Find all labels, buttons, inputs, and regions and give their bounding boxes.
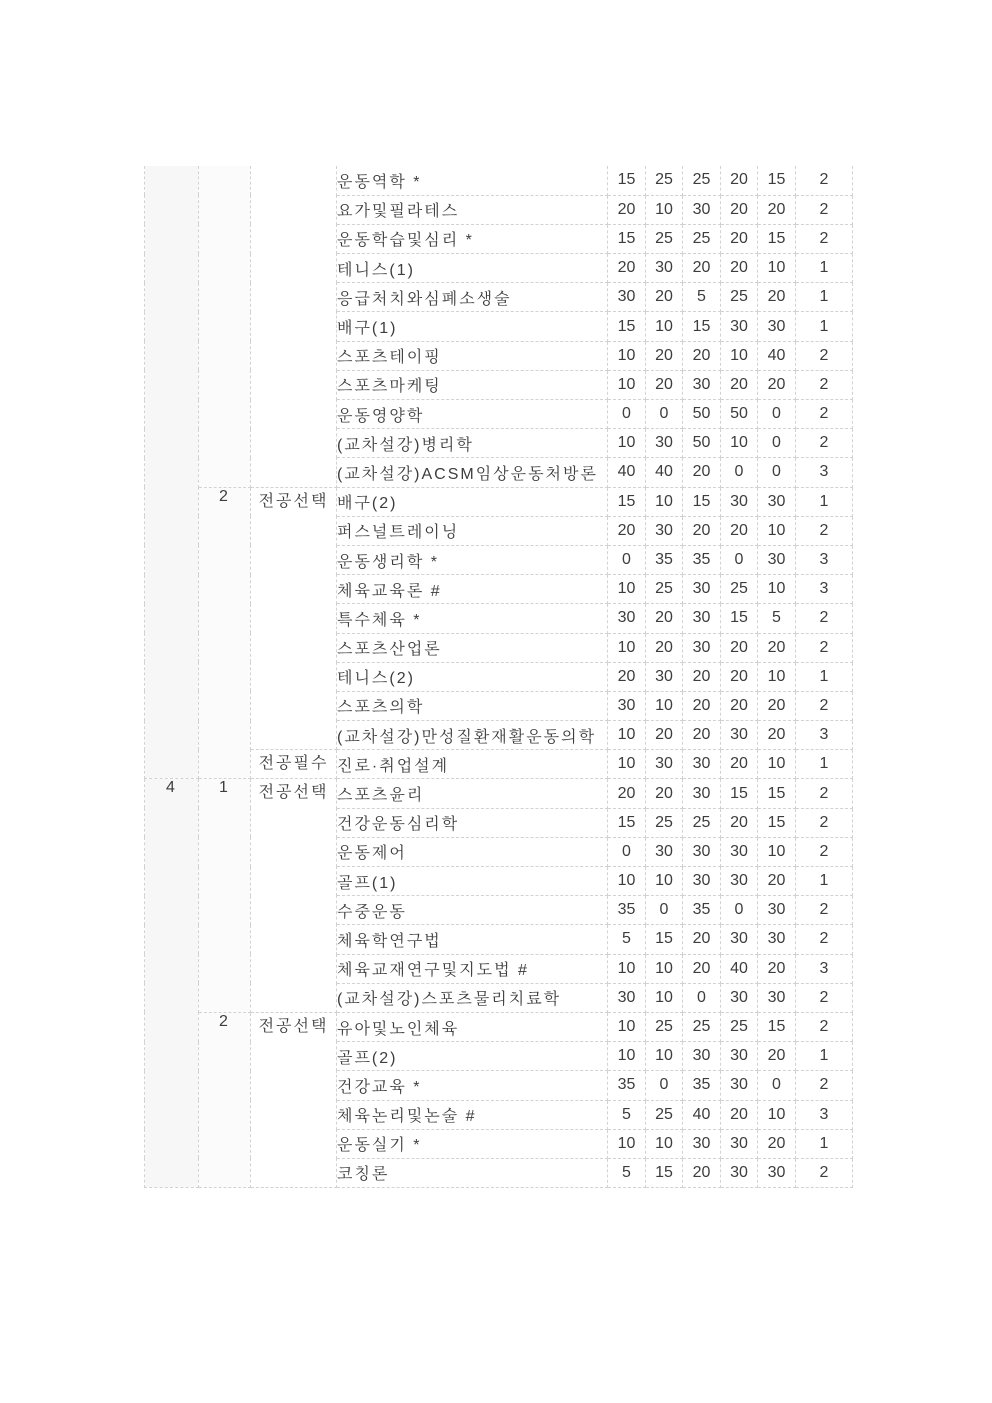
grade-cell bbox=[145, 166, 199, 779]
score-cell: 10 bbox=[758, 750, 796, 779]
score-cell: 35 bbox=[646, 545, 683, 574]
score-cell: 20 bbox=[683, 721, 721, 750]
score-cell: 30 bbox=[646, 662, 683, 691]
credit-cell: 2 bbox=[796, 633, 853, 662]
score-cell: 10 bbox=[608, 1129, 646, 1158]
score-cell: 20 bbox=[758, 691, 796, 720]
score-cell: 50 bbox=[721, 400, 758, 429]
score-cell: 10 bbox=[608, 750, 646, 779]
course-name-cell: (교차설강)ACSM임상운동처방론 bbox=[337, 458, 608, 487]
category-cell: 전공선택 bbox=[251, 487, 337, 750]
credit-cell: 3 bbox=[796, 1100, 853, 1129]
score-cell: 20 bbox=[646, 604, 683, 633]
grade-cell: 4 bbox=[145, 779, 199, 1188]
course-name-cell: 특수체육 * bbox=[337, 604, 608, 633]
score-cell: 10 bbox=[758, 1100, 796, 1129]
score-cell: 10 bbox=[608, 370, 646, 399]
course-name-cell: 퍼스널트레이닝 bbox=[337, 516, 608, 545]
score-cell: 20 bbox=[721, 1100, 758, 1129]
score-cell: 35 bbox=[608, 896, 646, 925]
score-cell: 20 bbox=[646, 721, 683, 750]
semester-cell bbox=[199, 166, 251, 487]
score-cell: 15 bbox=[758, 808, 796, 837]
score-cell: 20 bbox=[721, 633, 758, 662]
course-name-cell: 배구(2) bbox=[337, 487, 608, 516]
credit-cell: 2 bbox=[796, 1158, 853, 1187]
course-name-cell: 수중운동 bbox=[337, 896, 608, 925]
score-cell: 30 bbox=[683, 1129, 721, 1158]
score-cell: 20 bbox=[758, 954, 796, 983]
credit-cell: 2 bbox=[796, 808, 853, 837]
score-cell: 20 bbox=[758, 370, 796, 399]
score-cell: 15 bbox=[608, 224, 646, 253]
credit-cell: 1 bbox=[796, 283, 853, 312]
score-cell: 25 bbox=[646, 808, 683, 837]
credit-cell: 1 bbox=[796, 662, 853, 691]
score-cell: 30 bbox=[683, 837, 721, 866]
score-cell: 30 bbox=[721, 1071, 758, 1100]
course-name-cell: 테니스(2) bbox=[337, 662, 608, 691]
score-cell: 10 bbox=[721, 429, 758, 458]
score-cell: 15 bbox=[646, 1158, 683, 1187]
course-name-cell: 테니스(1) bbox=[337, 254, 608, 283]
score-cell: 30 bbox=[683, 370, 721, 399]
score-cell: 10 bbox=[646, 867, 683, 896]
score-cell: 10 bbox=[608, 575, 646, 604]
score-cell: 30 bbox=[758, 487, 796, 516]
score-cell: 10 bbox=[646, 1129, 683, 1158]
semester-cell: 2 bbox=[199, 487, 251, 779]
score-cell: 0 bbox=[721, 896, 758, 925]
category-cell: 전공선택 bbox=[251, 1012, 337, 1187]
course-name-cell: 스포츠테이핑 bbox=[337, 341, 608, 370]
score-cell: 50 bbox=[683, 429, 721, 458]
score-cell: 30 bbox=[683, 867, 721, 896]
score-cell: 15 bbox=[608, 808, 646, 837]
score-cell: 25 bbox=[721, 575, 758, 604]
score-cell: 20 bbox=[721, 195, 758, 224]
category-cell bbox=[251, 166, 337, 487]
course-name-cell: 요가및필라테스 bbox=[337, 195, 608, 224]
score-cell: 25 bbox=[683, 224, 721, 253]
score-cell: 0 bbox=[608, 545, 646, 574]
credit-cell: 3 bbox=[796, 458, 853, 487]
score-cell: 0 bbox=[721, 545, 758, 574]
score-cell: 15 bbox=[758, 1012, 796, 1041]
course-name-cell: 운동제어 bbox=[337, 837, 608, 866]
score-cell: 35 bbox=[683, 1071, 721, 1100]
score-cell: 20 bbox=[721, 254, 758, 283]
credit-cell: 1 bbox=[796, 312, 853, 341]
course-name-cell: 골프(2) bbox=[337, 1042, 608, 1071]
score-cell: 30 bbox=[608, 283, 646, 312]
score-cell: 0 bbox=[646, 400, 683, 429]
score-cell: 25 bbox=[646, 224, 683, 253]
score-cell: 30 bbox=[646, 750, 683, 779]
score-cell: 30 bbox=[721, 1158, 758, 1187]
score-cell: 10 bbox=[758, 516, 796, 545]
category-cell: 전공선택 bbox=[251, 779, 337, 1013]
score-cell: 15 bbox=[608, 487, 646, 516]
score-cell: 15 bbox=[758, 779, 796, 808]
score-cell: 15 bbox=[608, 166, 646, 195]
score-cell: 10 bbox=[758, 575, 796, 604]
score-cell: 20 bbox=[721, 166, 758, 195]
category-cell: 전공필수 bbox=[251, 750, 337, 779]
score-cell: 30 bbox=[683, 604, 721, 633]
score-cell: 15 bbox=[721, 604, 758, 633]
score-cell: 30 bbox=[683, 1042, 721, 1071]
credit-cell: 1 bbox=[796, 867, 853, 896]
score-cell: 10 bbox=[721, 341, 758, 370]
score-cell: 20 bbox=[758, 721, 796, 750]
score-cell: 30 bbox=[721, 867, 758, 896]
score-cell: 30 bbox=[758, 312, 796, 341]
score-cell: 25 bbox=[646, 1100, 683, 1129]
credit-cell: 2 bbox=[796, 1012, 853, 1041]
score-cell: 5 bbox=[608, 1100, 646, 1129]
score-cell: 20 bbox=[608, 195, 646, 224]
credit-cell: 2 bbox=[796, 837, 853, 866]
score-cell: 30 bbox=[646, 254, 683, 283]
score-cell: 30 bbox=[758, 983, 796, 1012]
score-cell: 30 bbox=[608, 604, 646, 633]
score-cell: 20 bbox=[683, 516, 721, 545]
semester-cell: 2 bbox=[199, 1012, 251, 1187]
score-cell: 20 bbox=[608, 662, 646, 691]
score-cell: 10 bbox=[608, 867, 646, 896]
credit-cell: 3 bbox=[796, 575, 853, 604]
score-cell: 5 bbox=[608, 1158, 646, 1187]
score-cell: 25 bbox=[683, 808, 721, 837]
score-cell: 20 bbox=[758, 1042, 796, 1071]
table-row bbox=[145, 166, 853, 195]
score-cell: 20 bbox=[721, 750, 758, 779]
score-cell: 15 bbox=[683, 487, 721, 516]
score-cell: 10 bbox=[646, 691, 683, 720]
table-row bbox=[145, 1012, 853, 1041]
course-name-cell: 유아및노인체육 bbox=[337, 1012, 608, 1041]
score-cell: 20 bbox=[721, 691, 758, 720]
score-cell: 10 bbox=[646, 195, 683, 224]
course-name-cell: 스포츠의학 bbox=[337, 691, 608, 720]
score-cell: 20 bbox=[758, 283, 796, 312]
course-evaluation-table bbox=[144, 166, 853, 1188]
score-cell: 20 bbox=[683, 691, 721, 720]
credit-cell: 2 bbox=[796, 896, 853, 925]
credit-cell: 2 bbox=[796, 341, 853, 370]
score-cell: 35 bbox=[683, 545, 721, 574]
score-cell: 10 bbox=[646, 312, 683, 341]
score-cell: 30 bbox=[721, 983, 758, 1012]
score-cell: 20 bbox=[721, 516, 758, 545]
score-cell: 20 bbox=[683, 254, 721, 283]
score-cell: 30 bbox=[646, 429, 683, 458]
score-cell: 20 bbox=[683, 662, 721, 691]
score-cell: 20 bbox=[608, 516, 646, 545]
score-cell: 10 bbox=[608, 721, 646, 750]
course-name-cell: 건강교육 * bbox=[337, 1071, 608, 1100]
course-name-cell: 스포츠마케팅 bbox=[337, 370, 608, 399]
credit-cell: 1 bbox=[796, 750, 853, 779]
score-cell: 10 bbox=[608, 954, 646, 983]
score-cell: 0 bbox=[608, 837, 646, 866]
score-cell: 20 bbox=[683, 925, 721, 954]
score-cell: 0 bbox=[758, 458, 796, 487]
course-name-cell: 운동학습및심리 * bbox=[337, 224, 608, 253]
score-cell: 20 bbox=[646, 283, 683, 312]
score-cell: 0 bbox=[608, 400, 646, 429]
score-cell: 30 bbox=[758, 896, 796, 925]
score-cell: 30 bbox=[758, 925, 796, 954]
credit-cell: 2 bbox=[796, 400, 853, 429]
score-cell: 0 bbox=[758, 1071, 796, 1100]
course-name-cell: 운동실기 * bbox=[337, 1129, 608, 1158]
course-name-cell: 운동생리학 * bbox=[337, 545, 608, 574]
score-cell: 30 bbox=[683, 750, 721, 779]
score-cell: 20 bbox=[721, 370, 758, 399]
score-cell: 30 bbox=[721, 925, 758, 954]
score-cell: 40 bbox=[646, 458, 683, 487]
score-cell: 20 bbox=[758, 195, 796, 224]
table-row bbox=[145, 487, 853, 516]
course-name-cell: 체육교재연구및지도법 # bbox=[337, 954, 608, 983]
score-cell: 0 bbox=[721, 458, 758, 487]
score-cell: 30 bbox=[721, 1042, 758, 1071]
score-cell: 30 bbox=[758, 545, 796, 574]
credit-cell: 2 bbox=[796, 429, 853, 458]
score-cell: 25 bbox=[646, 575, 683, 604]
score-cell: 10 bbox=[758, 254, 796, 283]
score-cell: 15 bbox=[683, 312, 721, 341]
course-name-cell: 건강운동심리학 bbox=[337, 808, 608, 837]
score-cell: 35 bbox=[683, 896, 721, 925]
score-cell: 30 bbox=[683, 195, 721, 224]
credit-cell: 2 bbox=[796, 224, 853, 253]
course-name-cell: 체육교육론 # bbox=[337, 575, 608, 604]
score-cell: 30 bbox=[683, 633, 721, 662]
score-cell: 30 bbox=[608, 983, 646, 1012]
course-name-cell: 코칭론 bbox=[337, 1158, 608, 1187]
score-cell: 5 bbox=[608, 925, 646, 954]
score-cell: 40 bbox=[758, 341, 796, 370]
score-cell: 10 bbox=[608, 1042, 646, 1071]
score-cell: 30 bbox=[683, 779, 721, 808]
course-name-cell: 스포츠윤리 bbox=[337, 779, 608, 808]
score-cell: 30 bbox=[721, 837, 758, 866]
semester-cell: 1 bbox=[199, 779, 251, 1013]
course-name-cell: (교차설강)스포츠물리치료학 bbox=[337, 983, 608, 1012]
course-name-cell: 운동역학 * bbox=[337, 166, 608, 195]
score-cell: 30 bbox=[721, 487, 758, 516]
score-cell: 20 bbox=[721, 662, 758, 691]
score-cell: 30 bbox=[758, 1158, 796, 1187]
score-cell: 20 bbox=[608, 779, 646, 808]
score-cell: 25 bbox=[721, 1012, 758, 1041]
score-cell: 15 bbox=[721, 779, 758, 808]
score-cell: 5 bbox=[758, 604, 796, 633]
score-cell: 20 bbox=[646, 341, 683, 370]
score-cell: 20 bbox=[646, 370, 683, 399]
score-cell: 20 bbox=[721, 224, 758, 253]
score-cell: 10 bbox=[608, 341, 646, 370]
score-cell: 25 bbox=[646, 1012, 683, 1041]
credit-cell: 2 bbox=[796, 370, 853, 399]
score-cell: 15 bbox=[646, 925, 683, 954]
score-cell: 0 bbox=[758, 429, 796, 458]
score-cell: 10 bbox=[646, 487, 683, 516]
score-cell: 30 bbox=[608, 691, 646, 720]
score-cell: 10 bbox=[608, 429, 646, 458]
score-cell: 40 bbox=[683, 1100, 721, 1129]
score-cell: 20 bbox=[608, 254, 646, 283]
score-cell: 10 bbox=[608, 633, 646, 662]
credit-cell: 2 bbox=[796, 166, 853, 195]
score-cell: 30 bbox=[721, 721, 758, 750]
score-cell: 20 bbox=[646, 633, 683, 662]
score-cell: 30 bbox=[721, 312, 758, 341]
table-row bbox=[145, 779, 853, 808]
score-cell: 20 bbox=[683, 1158, 721, 1187]
score-cell: 35 bbox=[608, 1071, 646, 1100]
score-cell: 15 bbox=[758, 166, 796, 195]
score-cell: 10 bbox=[646, 983, 683, 1012]
score-cell: 40 bbox=[721, 954, 758, 983]
credit-cell: 3 bbox=[796, 545, 853, 574]
score-cell: 10 bbox=[758, 837, 796, 866]
score-cell: 20 bbox=[683, 341, 721, 370]
course-name-cell: 운동영양학 bbox=[337, 400, 608, 429]
score-cell: 15 bbox=[758, 224, 796, 253]
score-cell: 10 bbox=[758, 662, 796, 691]
score-cell: 0 bbox=[758, 400, 796, 429]
table-row bbox=[145, 750, 853, 779]
score-cell: 50 bbox=[683, 400, 721, 429]
score-cell: 25 bbox=[683, 166, 721, 195]
course-table-body bbox=[145, 166, 853, 1188]
course-name-cell: 응급처치와심폐소생술 bbox=[337, 283, 608, 312]
credit-cell: 2 bbox=[796, 983, 853, 1012]
score-cell: 30 bbox=[646, 516, 683, 545]
credit-cell: 2 bbox=[796, 925, 853, 954]
credit-cell: 2 bbox=[796, 1071, 853, 1100]
credit-cell: 2 bbox=[796, 604, 853, 633]
score-cell: 20 bbox=[758, 867, 796, 896]
score-cell: 10 bbox=[646, 1042, 683, 1071]
course-name-cell: (교차설강)만성질환재활운동의학 bbox=[337, 721, 608, 750]
credit-cell: 3 bbox=[796, 721, 853, 750]
score-cell: 0 bbox=[683, 983, 721, 1012]
credit-cell: 1 bbox=[796, 1129, 853, 1158]
credit-cell: 1 bbox=[796, 254, 853, 283]
score-cell: 0 bbox=[646, 1071, 683, 1100]
credit-cell: 2 bbox=[796, 779, 853, 808]
score-cell: 20 bbox=[758, 1129, 796, 1158]
score-cell: 20 bbox=[758, 633, 796, 662]
course-name-cell: (교차설강)병리학 bbox=[337, 429, 608, 458]
course-name-cell: 배구(1) bbox=[337, 312, 608, 341]
credit-cell: 1 bbox=[796, 1042, 853, 1071]
score-cell: 20 bbox=[683, 954, 721, 983]
score-cell: 30 bbox=[646, 837, 683, 866]
course-name-cell: 스포츠산업론 bbox=[337, 633, 608, 662]
credit-cell: 2 bbox=[796, 691, 853, 720]
course-name-cell: 체육논리및논술 # bbox=[337, 1100, 608, 1129]
score-cell: 30 bbox=[721, 1129, 758, 1158]
credit-cell: 3 bbox=[796, 954, 853, 983]
score-cell: 10 bbox=[646, 954, 683, 983]
score-cell: 5 bbox=[683, 283, 721, 312]
score-cell: 10 bbox=[608, 1012, 646, 1041]
score-cell: 30 bbox=[683, 575, 721, 604]
credit-cell: 2 bbox=[796, 516, 853, 545]
score-cell: 40 bbox=[608, 458, 646, 487]
score-cell: 25 bbox=[646, 166, 683, 195]
course-name-cell: 진로·취업설계 bbox=[337, 750, 608, 779]
course-name-cell: 체육학연구법 bbox=[337, 925, 608, 954]
score-cell: 25 bbox=[721, 283, 758, 312]
credit-cell: 1 bbox=[796, 487, 853, 516]
course-name-cell: 골프(1) bbox=[337, 867, 608, 896]
score-cell: 15 bbox=[608, 312, 646, 341]
score-cell: 20 bbox=[721, 808, 758, 837]
score-cell: 20 bbox=[646, 779, 683, 808]
credit-cell: 2 bbox=[796, 195, 853, 224]
score-cell: 25 bbox=[683, 1012, 721, 1041]
score-cell: 20 bbox=[683, 458, 721, 487]
score-cell: 0 bbox=[646, 896, 683, 925]
